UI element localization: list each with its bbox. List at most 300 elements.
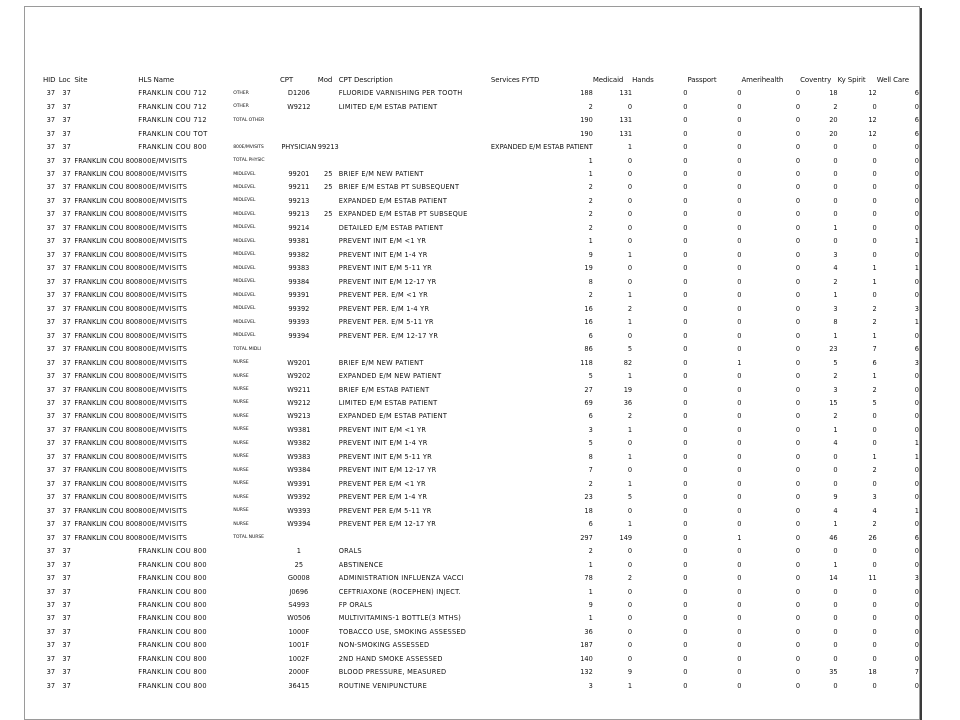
table-cell: 2: [627, 412, 633, 421]
table-row: [43, 464, 919, 477]
table-row: [43, 289, 919, 302]
table-cell: [318, 652, 339, 665]
table-cell: FRANKLIN COU 800: [138, 627, 207, 636]
table-cell: 0: [914, 479, 919, 488]
table-cell: [233, 598, 280, 611]
table-cell: J0696: [289, 587, 309, 596]
table-cell: 0: [683, 345, 688, 354]
table-cell: FRANKLIN COU 800: [138, 547, 207, 556]
table-cell: 800E/MVISITS: [138, 304, 188, 313]
table-cell: 6: [914, 345, 919, 354]
table-cell: 0: [833, 237, 838, 246]
table-cell: 1: [588, 237, 593, 246]
table-cell: 2: [627, 304, 633, 313]
table-cell: 0: [833, 452, 838, 461]
table-cell: 8: [588, 452, 593, 461]
table-cell: 0: [737, 479, 742, 488]
table-cell: 0: [872, 170, 877, 179]
table-cell: FRANKLIN COU 800: [138, 654, 207, 663]
table-cell: 800E/MVISITS: [138, 372, 188, 381]
table-cell: [318, 571, 339, 584]
table-cell: 37: [46, 331, 56, 340]
table-cell: 0: [683, 668, 688, 677]
table-cell: FRANKLIN COU 800: [138, 681, 207, 690]
table-cell: 3: [588, 681, 593, 690]
table-cell: BLOOD PRESSURE, MEASURED: [338, 668, 447, 677]
table-cell: 0: [683, 210, 688, 219]
table-cell: FRANKLIN COU 800: [74, 264, 139, 273]
table-cell: 0: [737, 143, 742, 152]
table-cell: 0: [627, 170, 633, 179]
table-cell: 37: [46, 102, 56, 111]
table-cell: 5: [588, 439, 593, 448]
table-cell: [318, 491, 339, 504]
table-cell: 1: [627, 479, 633, 488]
table-cell: [318, 221, 339, 234]
table-cell: 37: [46, 156, 56, 165]
table-cell: 800E/MVISITS: [138, 264, 188, 273]
table-cell: 37: [46, 372, 56, 381]
table-cell: [318, 679, 339, 692]
table-cell: FRANKLIN COU 800: [74, 533, 139, 542]
table-cell: 0: [737, 574, 742, 583]
table-cell: 78: [584, 574, 593, 583]
table-cell: 37: [62, 170, 71, 179]
table-cell: 35: [829, 668, 838, 677]
table-cell: 0: [737, 331, 742, 340]
table-cell: MIDLEVEL: [233, 198, 256, 204]
table-cell: 0: [795, 493, 801, 502]
table-cell: 0: [795, 358, 801, 367]
table-cell: 1: [872, 264, 877, 273]
table-cell: 46: [829, 533, 838, 542]
table-cell: FRANKLIN COU 800: [74, 291, 139, 300]
table-cell: FRANKLIN COU 800: [74, 506, 139, 515]
table-cell: [318, 86, 339, 99]
table-cell: 37: [62, 210, 71, 219]
table-cell: 0: [914, 425, 919, 434]
table-cell: 37: [62, 277, 71, 286]
table-cell: 0: [737, 170, 742, 179]
table-cell: [233, 612, 280, 625]
table-cell: 0: [737, 291, 742, 300]
table-cell: 37: [46, 183, 56, 192]
table-cell: 0: [737, 318, 742, 327]
table-row: [43, 154, 919, 167]
table-cell: 2ND HAND SMOKE ASSESSED: [338, 654, 443, 663]
table-cell: 0: [914, 601, 919, 610]
table-cell: 3: [914, 358, 919, 367]
table-cell: 20: [829, 129, 838, 138]
table-row: [43, 639, 919, 652]
table-cell: 37: [46, 116, 56, 125]
table-cell: 18: [584, 506, 593, 515]
table-cell: 99391: [288, 291, 310, 300]
table-cell: 0: [737, 614, 742, 623]
table-cell: 0: [683, 439, 688, 448]
table-cell: EXPANDED E/M NEW PATIENT: [338, 372, 442, 381]
table-cell: 0: [683, 466, 688, 475]
table-cell: 6: [588, 520, 593, 529]
table-cell: 0: [795, 183, 801, 192]
table-cell: 800E/MVISITS: [138, 439, 188, 448]
table-row: [43, 235, 919, 248]
table-cell: 37: [62, 614, 71, 623]
table-cell: 99384: [288, 277, 310, 286]
table-cell: 0: [683, 331, 688, 340]
table-cell: 0: [627, 439, 633, 448]
table-cell: MIDLEVEL: [233, 252, 256, 258]
table-cell: 2: [627, 574, 633, 583]
table-cell: PREVENT INIT E/M 12-17 YR: [338, 277, 437, 286]
table-cell: 37: [46, 385, 56, 394]
table-cell: 0: [683, 116, 688, 125]
table-cell: 37: [62, 372, 71, 381]
table-cell: 12: [868, 129, 877, 138]
table-cell: 800E/MVISITS: [138, 533, 188, 542]
table-cell: 3: [833, 385, 838, 394]
table-cell: 1: [627, 143, 633, 152]
table-cell: [74, 140, 138, 153]
table-row: [43, 652, 919, 665]
table-cell: 37: [62, 223, 71, 232]
table-cell: 37: [62, 345, 71, 354]
table-cell: 0: [795, 574, 801, 583]
table-row: [43, 517, 919, 530]
table-row: [43, 410, 919, 423]
table-cell: 37: [46, 466, 56, 475]
table-cell: [280, 342, 318, 355]
table-cell: 15: [829, 398, 838, 407]
table-cell: [74, 598, 138, 611]
table-cell: 0: [872, 547, 877, 556]
col-loc: Loc: [58, 75, 71, 84]
table-cell: 0: [737, 89, 742, 98]
table-cell: 37: [46, 250, 56, 259]
table-cell: 1002F: [288, 654, 310, 663]
table-cell: W9202: [287, 372, 311, 381]
table-cell: 1: [914, 506, 919, 515]
table-cell: 0: [627, 466, 633, 475]
table-cell: 27: [584, 385, 593, 394]
table-cell: 6: [872, 358, 877, 367]
table-cell: 5: [872, 398, 877, 407]
table-cell: 37: [62, 264, 71, 273]
table-cell: 99213: [288, 196, 310, 205]
report-page: [24, 6, 920, 720]
table-cell: BRIEF E/M ESTAB PT SUBSEQUENT: [338, 183, 460, 192]
table-cell: 37: [46, 439, 56, 448]
table-cell: 37: [62, 425, 71, 434]
table-cell: 0: [795, 654, 801, 663]
col-medicaid: Medicaid: [592, 75, 624, 84]
table-cell: PREVENT PER E/M 12-17 YR: [338, 520, 437, 529]
table-cell: 0: [683, 654, 688, 663]
table-cell: 0: [737, 466, 742, 475]
table-cell: 0: [737, 210, 742, 219]
table-cell: TOTAL NURSE: [233, 535, 264, 541]
table-cell: [233, 652, 280, 665]
table-cell: [318, 504, 339, 517]
table-cell: 2: [588, 291, 593, 300]
table-cell: 99382: [288, 250, 310, 259]
table-cell: [318, 194, 339, 207]
table-cell: 9: [588, 250, 593, 259]
col-cpt-description: CPT Description: [338, 75, 393, 84]
table-cell: 0: [737, 304, 742, 313]
table-cell: 37: [62, 560, 71, 569]
table-cell: [280, 127, 318, 140]
table-cell: NURSE: [233, 440, 249, 446]
table-cell: [74, 639, 138, 652]
table-cell: 0: [627, 601, 633, 610]
table-cell: 140: [580, 654, 593, 663]
table-cell: 37: [46, 264, 56, 273]
table-row: [43, 679, 919, 692]
table-cell: 800E/MVISITS: [138, 318, 188, 327]
table-cell: 0: [627, 627, 633, 636]
table-cell: [318, 585, 339, 598]
table-cell: 0: [914, 331, 919, 340]
table-cell: 0: [833, 627, 838, 636]
table-cell: 0: [683, 102, 688, 111]
table-row: [43, 181, 919, 194]
table-cell: 0: [737, 196, 742, 205]
table-cell: 6: [588, 331, 593, 340]
table-cell: 37: [46, 560, 56, 569]
table-cell: 0: [872, 143, 877, 152]
table-cell: 0: [683, 641, 688, 650]
table-cell: 37: [46, 398, 56, 407]
table-cell: 0: [872, 560, 877, 569]
table-cell: 19: [623, 385, 633, 394]
table-cell: 0: [627, 560, 633, 569]
table-cell: 0: [683, 250, 688, 259]
table-cell: 0: [833, 143, 838, 152]
table-cell: 0: [683, 183, 688, 192]
table-cell: 0: [795, 143, 801, 152]
table-cell: 37: [62, 412, 71, 421]
table-cell: NURSE: [233, 494, 249, 500]
table-cell: 6: [914, 89, 919, 98]
table-cell: 25: [324, 183, 333, 192]
table-cell: 0: [914, 250, 919, 259]
table-cell: 1: [588, 587, 593, 596]
table-cell: 0: [872, 601, 877, 610]
table-cell: 0: [914, 520, 919, 529]
table-cell: 37: [46, 358, 56, 367]
table-cell: 99393: [288, 318, 310, 327]
table-cell: 0: [872, 250, 877, 259]
table-cell: 0: [795, 170, 801, 179]
table-cell: MIDLEVEL: [233, 238, 256, 244]
table-cell: 4: [833, 506, 838, 515]
table-cell: 0: [872, 412, 877, 421]
table-cell: PREVENT INIT E/M 5-11 YR: [338, 452, 432, 461]
col-hands: Hands: [632, 75, 654, 84]
table-cell: [74, 558, 138, 571]
table-cell: 3: [872, 493, 877, 502]
table-cell: 37: [46, 143, 56, 152]
table-cell: 0: [683, 506, 688, 515]
table-cell: 0: [795, 466, 801, 475]
col-hls-name: HLS Name: [138, 75, 174, 84]
table-cell: 0: [914, 291, 919, 300]
table-cell: 37: [46, 291, 56, 300]
table-cell: 0: [795, 291, 801, 300]
table-cell: FRANKLIN COU 800: [74, 210, 139, 219]
table-cell: 6: [914, 129, 919, 138]
table-cell: 2: [833, 102, 838, 111]
table-cell: ORALS: [338, 547, 362, 556]
table-cell: 37: [62, 520, 71, 529]
table-cell: FRANKLIN COU 800: [74, 425, 139, 434]
table-cell: 2: [872, 466, 877, 475]
table-cell: 0: [683, 520, 688, 529]
table-cell: [74, 100, 138, 113]
table-row: [43, 140, 919, 153]
table-cell: 0: [795, 210, 801, 219]
table-cell: PREVENT INIT E/M <1 YR: [338, 425, 427, 434]
table-cell: 0: [683, 89, 688, 98]
table-cell: 18: [829, 89, 838, 98]
table-cell: 0: [872, 210, 877, 219]
table-cell: 0: [795, 587, 801, 596]
table-cell: EXPANDED E/M ESTAB PATIENT: [338, 412, 448, 421]
table-cell: 1: [833, 223, 838, 232]
table-cell: 2: [588, 196, 593, 205]
table-cell: 0: [833, 183, 838, 192]
table-cell: D1206: [287, 89, 310, 98]
table-row: [43, 396, 919, 409]
table-cell: 0: [737, 183, 742, 192]
table-cell: 1: [872, 372, 877, 381]
table-cell: 0: [914, 223, 919, 232]
table-cell: 37: [62, 452, 71, 461]
table-cell: 36: [623, 398, 633, 407]
table-cell: FRANKLIN COU 800: [74, 237, 139, 246]
table-cell: FRANKLIN COU 800: [74, 452, 139, 461]
table-cell: 3: [833, 304, 838, 313]
table-cell: 6: [914, 116, 919, 125]
table-cell: PREVENT PER E/M 1-4 YR: [338, 493, 428, 502]
table-cell: 0: [737, 439, 742, 448]
table-cell: 0: [833, 601, 838, 610]
table-cell: 132: [580, 668, 593, 677]
table-cell: 0: [914, 560, 919, 569]
table-row: [43, 504, 919, 517]
table-row: [43, 571, 919, 584]
table-cell: PHYSICIAN: [281, 143, 317, 152]
table-cell: 0: [737, 601, 742, 610]
table-cell: 0: [795, 102, 801, 111]
table-cell: 37: [46, 520, 56, 529]
table-cell: 3: [833, 250, 838, 259]
table-cell: 5: [627, 345, 633, 354]
table-cell: 37: [62, 668, 71, 677]
table-cell: LIMITED E/M ESTAB PATIENT: [338, 398, 438, 407]
col-cpt: CPT: [279, 75, 294, 84]
table-cell: [339, 342, 491, 355]
table-cell: [318, 396, 339, 409]
table-row: [43, 625, 919, 638]
table-cell: 2: [588, 547, 593, 556]
header-row: [43, 73, 919, 86]
table-cell: G0008: [287, 574, 310, 583]
table-cell: 0: [683, 156, 688, 165]
table-cell: 1: [627, 318, 633, 327]
table-cell: 37: [46, 506, 56, 515]
table-cell: 800E/MVISITS: [138, 466, 188, 475]
table-cell: 6: [588, 412, 593, 421]
table-cell: 11: [868, 574, 877, 583]
table-cell: 12: [868, 89, 877, 98]
table-cell: 0: [872, 614, 877, 623]
col-passport: Passport: [687, 75, 717, 84]
table-cell: [318, 235, 339, 248]
table-cell: PREVENT INIT E/M 1-4 YR: [338, 439, 428, 448]
table-cell: 0: [737, 223, 742, 232]
table-cell: 0: [914, 641, 919, 650]
table-cell: 800E/MVISITS: [138, 358, 188, 367]
table-cell: ROUTINE VENIPUNCTURE: [338, 681, 427, 690]
table-cell: PREVENT PER. E/M 1-4 YR: [338, 304, 430, 313]
table-cell: 0: [872, 196, 877, 205]
table-cell: [318, 289, 339, 302]
table-cell: [318, 275, 339, 288]
table-cell: 0: [795, 439, 801, 448]
table-cell: 0: [795, 129, 801, 138]
table-cell: 0: [795, 452, 801, 461]
table-cell: 37: [62, 493, 71, 502]
table-cell: 1: [833, 291, 838, 300]
table-cell: 0: [683, 560, 688, 569]
table-cell: [74, 679, 138, 692]
table-cell: 0: [872, 425, 877, 434]
table-cell: [339, 154, 491, 167]
table-cell: 0: [627, 156, 633, 165]
table-cell: NURSE: [233, 427, 249, 433]
table-cell: 37: [46, 641, 56, 650]
table-cell: 0: [683, 412, 688, 421]
table-cell: PREVENT INIT E/M 5-11 YR: [338, 264, 432, 273]
table-cell: 0: [872, 237, 877, 246]
table-cell: 1: [737, 358, 742, 367]
table-cell: 2: [588, 183, 593, 192]
table-cell: 37: [62, 385, 71, 394]
table-cell: [318, 369, 339, 382]
table-row: [43, 100, 919, 113]
table-cell: 0: [795, 614, 801, 623]
table-cell: 12: [868, 116, 877, 125]
table-row: [43, 477, 919, 490]
table-cell: 0: [737, 129, 742, 138]
table-cell: FRANKLIN COU 800: [138, 601, 207, 610]
table-cell: [339, 140, 491, 153]
table-cell: 800E/MVISITS: [138, 520, 188, 529]
table-row: [43, 612, 919, 625]
table-cell: 37: [62, 183, 71, 192]
table-cell: EXPANDED E/M ESTAB PATIENT: [338, 196, 448, 205]
table-cell: NURSE: [233, 387, 249, 393]
table-cell: FRANKLIN COU 800: [74, 398, 139, 407]
table-cell: MIDLEVEL: [233, 279, 256, 285]
col-mod: Mod: [317, 75, 333, 84]
table-cell: ABSTINENCE: [338, 560, 384, 569]
table-cell: DETAILED E/M ESTAB PATIENT: [338, 223, 444, 232]
table-cell: 800E/MVISITS: [138, 223, 188, 232]
table-cell: 37: [62, 627, 71, 636]
